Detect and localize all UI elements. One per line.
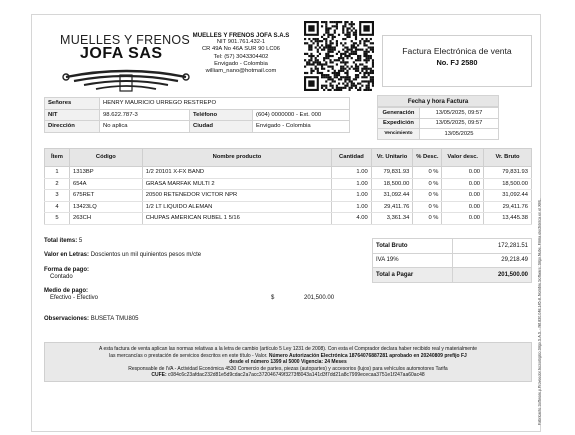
table-row <box>45 178 532 190</box>
desc-cell: 0 % <box>413 167 442 179</box>
col-cantidad: Cantidad <box>332 149 372 167</box>
ciudad-value: Envigado - Colombia <box>253 121 350 133</box>
col-desc: % Desc. <box>413 149 442 167</box>
leaf-spring-logo-icon <box>60 67 192 97</box>
iva-value: 29,218.49 <box>453 253 532 268</box>
nit-value: 98.622.787-3 <box>100 109 190 121</box>
logo-line2: JOFA SAS <box>80 45 163 62</box>
total-items-label: Total ítems: <box>44 238 78 244</box>
nombre-cell: 1/2 20101 X-FX BAND <box>142 167 331 179</box>
table-row <box>45 190 532 202</box>
cantidad-cell: 1.00 <box>332 190 372 202</box>
dates-header: Fecha y hora Factura <box>377 95 499 107</box>
vr-bruto-cell: 79,831.93 <box>484 167 532 179</box>
desc-cell: 0 % <box>413 178 442 190</box>
nombre-cell: 1/2 LT LIQUIDO ALEMAN <box>142 201 331 213</box>
codigo-cell: 654A <box>69 178 142 190</box>
observaciones-value: BUSETA TMU805 <box>90 316 139 323</box>
vr-unitario-cell: 29,411.76 <box>371 201 413 213</box>
valor-letras-label: Valor en Letras: <box>44 252 90 259</box>
vr-unitario-cell: 79,831.93 <box>371 167 413 179</box>
item-cell: 2 <box>45 178 70 190</box>
col-valor-desc: Valor desc. <box>442 149 484 167</box>
generacion-label: Generación <box>378 108 420 119</box>
total-bruto-value: 172,281.51 <box>453 239 532 254</box>
nit-label: NIT <box>45 109 100 121</box>
legal-footer <box>44 342 532 382</box>
medio-pago-value: Efectivo - Efectivo <box>50 295 99 302</box>
totals-box <box>372 238 532 283</box>
desc-cell: 0 % <box>413 190 442 202</box>
generacion-value: 13/05/2025, 09:57 <box>420 108 499 119</box>
senores-label: Señores <box>45 98 100 110</box>
table-row <box>45 167 532 179</box>
expedicion-label: Expedición <box>378 118 420 129</box>
codigo-cell: 263CH <box>69 213 142 225</box>
company-nit: NIT 901.761.432-1 <box>216 39 266 46</box>
vr-unitario-cell: 31,092.44 <box>371 190 413 202</box>
valor-desc-cell: 0.00 <box>442 201 484 213</box>
col-nombre: Nombre producto <box>142 149 331 167</box>
direccion-value: No aplica <box>100 121 190 133</box>
footer-line2a: las mercancías o prestación de servicios descritos en este título - Valor. <box>109 352 268 359</box>
direccion-label: Dirección <box>45 121 100 133</box>
vr-unitario-cell: 3,361.34 <box>371 213 413 225</box>
valor-desc-cell: 0.00 <box>442 167 484 179</box>
col-codigo: Código <box>69 149 142 167</box>
senores-value: HENRY MAURICIO URREGO RESTREPO <box>100 98 350 110</box>
items-table <box>44 148 532 225</box>
forma-pago-value: Contado <box>50 274 73 281</box>
qr-code-icon <box>304 21 374 91</box>
nombre-cell: CHUPAS AMERICAN RUBEL 1 5/16 <box>142 213 331 225</box>
footer-line2b: Número Autorización Electrónica 18764076887281 aprobado en 20240809 prefijo FJ <box>268 352 467 359</box>
codigo-cell: 1313BP <box>69 167 142 179</box>
item-cell: 4 <box>45 201 70 213</box>
invoice-page <box>31 14 541 432</box>
client-info <box>44 97 350 133</box>
vr-bruto-cell: 31,092.44 <box>484 190 532 202</box>
valor-desc-cell: 0.00 <box>442 213 484 225</box>
total-bruto-label: Total Bruto <box>373 239 453 254</box>
company-info <box>182 32 300 75</box>
desc-cell: 0 % <box>413 201 442 213</box>
iva-label: IVA 19% <box>373 253 453 268</box>
company-phone: Tel: (57) 3043304402 <box>213 53 269 60</box>
invoice-dates <box>377 95 499 140</box>
vr-bruto-cell: 18,500.00 <box>484 178 532 190</box>
invoice-title: Factura Electrónica de venta <box>402 46 512 56</box>
vr-bruto-cell: 13,445.38 <box>484 213 532 225</box>
vertical-legal-text <box>535 27 543 427</box>
item-cell: 3 <box>45 190 70 202</box>
valor-desc-cell: 0.00 <box>442 178 484 190</box>
total-items-value: 5 <box>78 238 83 244</box>
col-vr-bruto: Vr. Bruto <box>484 149 532 167</box>
company-address: CR 49A No 46A SUR 90 LC06 <box>202 46 280 53</box>
footer-line1: A esta factura de venta aplican las normas relativas a la letra de cambio (artículo 5 Ley 1231 de 2008). Con esta el Comprador declara haber recibido real y materialmente <box>99 346 477 352</box>
ciudad-label: Ciudad <box>190 121 253 133</box>
invoice-number: No. FJ 2580 <box>436 58 478 67</box>
company-city: Envigado - Colombia <box>214 60 268 67</box>
telefono-value: (604) 0000000 - Ext. 000 <box>253 109 350 121</box>
vr-unitario-cell: 18,500.00 <box>371 178 413 190</box>
payment-summary <box>44 238 374 324</box>
medio-pago-amount: 201,500.00 <box>304 295 335 302</box>
telefono-label: Teléfono <box>190 109 253 121</box>
cufe-value: c084c6c23afdac232d81e5d9cdac2a7acc372046749f3273f8043a141d3f7dd21a8c7999ececaa3751e1f247aa60ac48 <box>168 372 425 379</box>
vr-bruto-cell: 29,411.76 <box>484 201 532 213</box>
invoice-title-box <box>382 35 532 87</box>
item-cell: 5 <box>45 213 70 225</box>
valor-desc-cell: 0.00 <box>442 190 484 202</box>
nombre-cell: GRASA MARFAK MULTI 2 <box>142 178 331 190</box>
table-row <box>45 213 532 225</box>
expedicion-value: 13/05/2025, 09:57 <box>420 118 499 129</box>
side-text: Fabricante Software y Proveedor tecnológico Siigo S.A.S. - Nit 830.048.145-8. Nombre Software: Siigo Nube. Firma electrónica en el XML. <box>537 198 542 425</box>
cantidad-cell: 1.00 <box>332 178 372 190</box>
cufe-label: CUFE: <box>151 372 167 379</box>
company-email: william_nano@hotmail.com <box>205 68 277 75</box>
cantidad-cell: 1.00 <box>332 167 372 179</box>
footer-line4: Responsable de IVA - Actividad Económica 4530 Comercio de partes, piezas (autopartes) y accesorios (lujos) para vehículos automotores Tarifa <box>128 365 448 372</box>
total-pagar-value: 201,500.00 <box>453 268 532 283</box>
medio-pago-label: Medio de pago: <box>44 287 88 294</box>
logo-line1: MUELLES Y FRENOS <box>60 33 191 47</box>
codigo-cell: 13423LQ <box>69 201 142 213</box>
cantidad-cell: 1.00 <box>332 201 372 213</box>
nombre-cell: 20500 RETENEDOR VICTOR NPR <box>142 190 331 202</box>
col-item: Ítem <box>45 149 70 167</box>
desc-cell: 0 % <box>413 213 442 225</box>
footer-line3: desde el número 1399 al 5000 Vigencia: 24 Meses <box>229 359 347 366</box>
forma-pago-label: Forma de pago: <box>44 266 90 273</box>
col-vr-unitario: Vr. Unitario <box>371 149 413 167</box>
table-row <box>45 201 532 213</box>
vencimiento-label: Vencimiento <box>378 129 420 140</box>
vencimiento-value: 13/05/2025 <box>420 129 499 140</box>
medio-pago-currency: $ <box>271 295 275 302</box>
valor-letras-value: Doscientos un mil quinientos pesos m/cte <box>90 252 202 259</box>
company-name: MUELLES Y FRENOS JOFA S.A.S <box>192 32 290 39</box>
observaciones-label: Observaciones: <box>44 316 90 323</box>
cantidad-cell: 4.00 <box>332 213 372 225</box>
codigo-cell: 675RET <box>69 190 142 202</box>
total-pagar-label: Total a Pagar <box>373 268 453 283</box>
item-cell: 1 <box>45 167 70 179</box>
